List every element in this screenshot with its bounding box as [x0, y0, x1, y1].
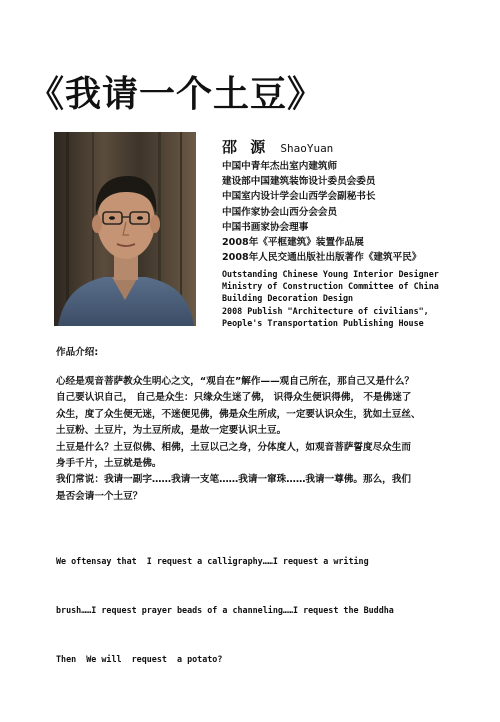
description-en-line: Then We will request a potato?: [56, 653, 223, 664]
credential-en-line: People's Transportation Publishing House: [222, 317, 424, 328]
intro-heading: 作品介绍:: [56, 347, 99, 358]
credential-cn-line: 中国中青年杰出室内建筑师: [222, 161, 338, 172]
credentials-en: [222, 268, 439, 329]
description-cn-line: 土豆是什么？土豆似佛、相佛，土豆以己之身，分体度人，如观音菩萨誓度尽众生而: [56, 441, 411, 453]
credential-cn-line: 建设部中国建筑装饰设计委员会委员: [222, 176, 376, 188]
credential-cn-line: 2008年人民交通出版社出版著作《建筑平民》: [222, 252, 422, 264]
credential-en-line: 2008 Publish "Architecture of civilians",: [222, 305, 429, 316]
description-cn-line: 自己要认识自己， 自己是众生：只缘众生迷了佛， 识得众生便识得佛， 不是佛迷了: [56, 392, 412, 404]
credential-cn-line: 中国作家协会山西分会会员: [222, 206, 338, 218]
description-en-line: We oftensay that I request a calligraphy……I request a writing: [56, 556, 369, 567]
page-title: 《我请一个土豆》: [28, 74, 325, 115]
description-en-line: brush……I request prayer beads of a channeling……I request the Buddha: [56, 605, 394, 616]
description-en: [56, 521, 394, 683]
description-cn-line: 我们常说：我请一副字……我请一支笔……我请一窜珠……我请一尊佛。那么，我们: [56, 474, 411, 486]
description-cn-line: 心经是观音菩萨教众生明心之文，“观自在”解作——观自己所在，那自己又是什么？: [56, 376, 414, 387]
description-cn-line: 土豆粉、土豆片，为土豆所成，是故一定要认识土豆。: [56, 425, 287, 437]
description-cn-line: 众生，度了众生便无迷，不迷便见佛，佛是众生所成，一定要认识众生，犹如土豆丝、: [56, 408, 421, 420]
credential-cn-line: 2008年《平框建筑》装置作品展: [222, 237, 364, 249]
credential-en-line: Ministry of Construction Committee of China: [222, 281, 439, 292]
credential-en-line: Building Decoration Design: [222, 293, 354, 304]
credential-cn-line: 中国室内设计学会山西学会副秘书长: [222, 191, 376, 203]
author-name: [222, 136, 333, 157]
credential-cn-line: 中国书画家协会理事: [222, 221, 309, 233]
credential-en-line: Outstanding Chinese Young Interior Designer: [222, 269, 439, 279]
description-cn-line: 是否会请一个土豆？: [56, 490, 143, 502]
author-name-cn: 邵 源: [222, 138, 270, 156]
description-cn-line: 身手千片，土豆就是佛。: [56, 458, 162, 470]
author-name-en: ShaoYuan: [280, 142, 334, 155]
author-portrait: [54, 132, 196, 326]
credentials-cn: [222, 159, 421, 265]
description-cn: [56, 374, 460, 505]
